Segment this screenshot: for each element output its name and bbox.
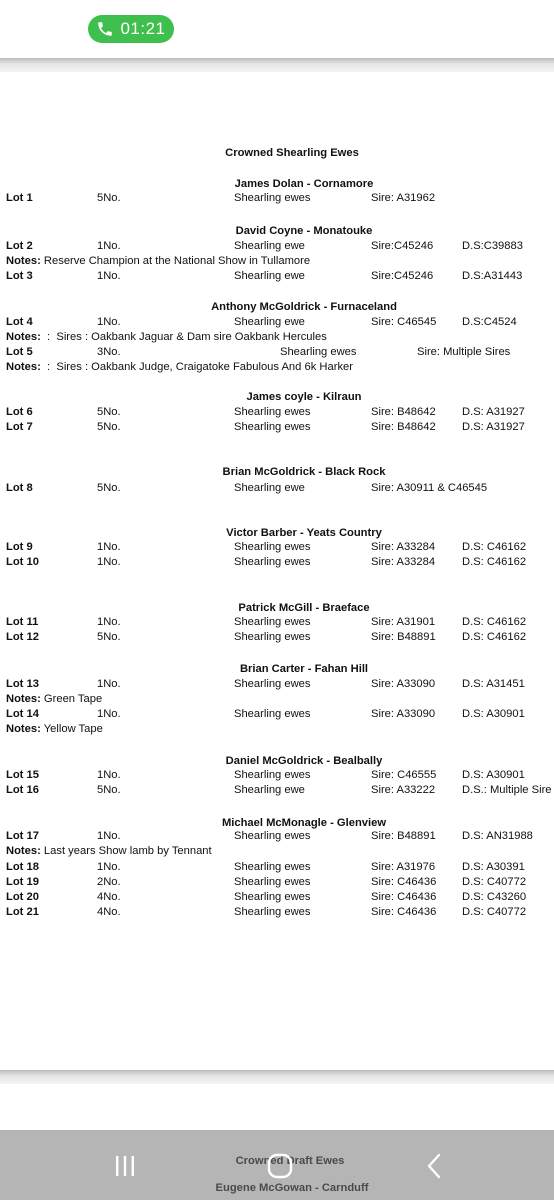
note-label: Notes:	[6, 255, 41, 267]
lot-sire: Sire: A33284	[371, 556, 436, 568]
lot-description: Shearling ewes	[234, 876, 311, 888]
lot-number: Lot 17	[6, 830, 39, 842]
lot-quantity: 4No.	[97, 891, 121, 903]
lot-sire: Sire: B48642	[371, 406, 436, 418]
lot-quantity: 1No.	[97, 616, 121, 628]
lot-quantity: 1No.	[97, 270, 121, 282]
note-text: Reserve Champion at the National Show in Tullamore	[43, 255, 311, 267]
lot-quantity: 1No.	[97, 316, 121, 328]
lot-number: Lot 20	[6, 891, 39, 903]
call-timer: 01:21	[120, 19, 166, 38]
note-label: Notes:	[6, 723, 41, 735]
lot-description: Shearling ewes	[234, 192, 311, 204]
lot-quantity: 1No.	[97, 240, 121, 252]
lot-description: Shearling ewes	[234, 421, 311, 433]
lot-dam-sire: D.S: C46162	[462, 541, 527, 553]
lot-quantity: 5No.	[97, 406, 121, 418]
lot-number: Lot 1	[6, 192, 33, 204]
lot-quantity: 1No.	[97, 541, 121, 553]
home-icon[interactable]	[258, 1144, 302, 1188]
lot-note	[6, 845, 212, 858]
lot-sire: Sire: A33222	[371, 784, 436, 796]
breeder-name: James Dolan - Cornamore	[234, 178, 374, 190]
lot-description: Shearling ewe	[234, 482, 305, 494]
lot-quantity: 5No.	[97, 482, 121, 494]
lot-quantity: 5No.	[97, 421, 121, 433]
lot-number: Lot 3	[6, 270, 33, 282]
lot-quantity: 1No.	[97, 556, 121, 568]
lot-note	[6, 361, 353, 374]
lot-description: Shearling ewe	[234, 240, 305, 252]
lot-sire: Sire: C46545	[371, 316, 437, 328]
note-label: Notes:	[6, 361, 41, 373]
breeder-name: Victor Barber - Yeats Country	[226, 527, 382, 539]
lot-quantity: 1No.	[97, 861, 121, 873]
lot-dam-sire: D.S:C39883	[462, 240, 523, 252]
note-text: : Sires : Oakbank Jaguar & Dam sire Oakbank Hercules	[43, 331, 327, 343]
lot-description: Shearling ewes	[234, 678, 311, 690]
lot-sire: Sire:C45246	[371, 270, 434, 282]
lot-dam-sire: D.S: AN31988	[462, 830, 533, 842]
lot-quantity: 5No.	[97, 192, 121, 204]
phone-icon	[96, 20, 114, 38]
page-separator-bottom	[0, 1070, 554, 1084]
lot-number: Lot 21	[6, 906, 39, 918]
lot-description: Shearling ewes	[234, 906, 311, 918]
lot-dam-sire: D.S: C46162	[462, 556, 527, 568]
lot-dam-sire: D.S: C40772	[462, 876, 527, 888]
lot-number: Lot 6	[6, 406, 33, 418]
lot-number: Lot 11	[6, 616, 39, 628]
lot-description: Shearling ewes	[234, 708, 311, 720]
lot-sire: Sire: C46555	[371, 769, 437, 781]
breeder-name: Michael McMonagle - Glenview	[221, 817, 387, 829]
lot-number: Lot 19	[6, 876, 39, 888]
lot-sire: Sire: A31976	[371, 861, 436, 873]
lot-sire: Sire: Multiple Sires	[417, 346, 511, 358]
lot-sire: Sire: A31901	[371, 616, 436, 628]
lot-dam-sire: D.S: A31927	[462, 406, 525, 418]
lot-description: Shearling ewe	[234, 316, 305, 328]
lot-number: Lot 14	[6, 708, 39, 720]
back-icon[interactable]	[413, 1144, 457, 1188]
lot-number: Lot 7	[6, 421, 33, 433]
breeder-name: Anthony McGoldrick - Furnaceland	[211, 301, 397, 313]
lot-number: Lot 10	[6, 556, 39, 568]
lot-dam-sire: D.S: A30391	[462, 861, 525, 873]
breeder-name: James coyle - Kilraun	[246, 391, 362, 403]
lot-description: Shearling ewe	[234, 270, 305, 282]
lot-quantity: 5No.	[97, 784, 121, 796]
breeder-name: Daniel McGoldrick - Bealbally	[225, 755, 383, 767]
lot-description: Shearling ewes	[234, 861, 311, 873]
lot-dam-sire: D.S.: Multiple Sire	[462, 784, 552, 796]
lot-sire: Sire: A33284	[371, 541, 436, 553]
lot-description: Shearling ewes	[234, 616, 311, 628]
lot-dam-sire: D.S: C46162	[462, 631, 527, 643]
note-text: Last years Show lamb by Tennant	[43, 845, 212, 857]
lot-quantity: 1No.	[97, 769, 121, 781]
breeder-name: Brian McGoldrick - Black Rock	[222, 466, 386, 478]
lot-dam-sire: D.S: A30901	[462, 708, 525, 720]
lot-description: Shearling ewes	[234, 541, 311, 553]
document-page	[0, 74, 554, 1070]
section-title: Crowned Shearling Ewes	[225, 147, 359, 159]
lot-dam-sire: D.S: A31927	[462, 421, 525, 433]
note-text: Yellow Tape	[43, 723, 103, 735]
lot-number: Lot 4	[6, 316, 33, 328]
lot-number: Lot 18	[6, 861, 39, 873]
lot-sire: Sire: A33090	[371, 708, 436, 720]
lot-note	[6, 693, 102, 706]
lot-sire: Sire:C45246	[371, 240, 434, 252]
breeder-name: Brian Carter - Fahan Hill	[239, 663, 369, 675]
lot-sire: Sire: A31962	[371, 192, 436, 204]
lot-sire: Sire: C46436	[371, 891, 437, 903]
lot-number: Lot 15	[6, 769, 39, 781]
lot-description: Shearling ewes	[234, 631, 311, 643]
lot-number: Lot 2	[6, 240, 33, 252]
lot-dam-sire: D.S: A30901	[462, 769, 525, 781]
lot-description: Shearling ewe	[234, 784, 305, 796]
lot-quantity: 1No.	[97, 830, 121, 842]
lot-number: Lot 16	[6, 784, 39, 796]
lot-description: Shearling ewes	[234, 830, 311, 842]
lot-dam-sire: D.S:C4524	[462, 316, 517, 328]
ongoing-call-chip[interactable]	[88, 15, 174, 43]
lot-number: Lot 13	[6, 678, 39, 690]
lot-sire: Sire: B48891	[371, 631, 436, 643]
status-bar	[0, 0, 554, 58]
lot-dam-sire: D.S: C46162	[462, 616, 527, 628]
navigation-bar	[0, 1130, 554, 1200]
lot-sire: Sire: A33090	[371, 678, 436, 690]
lot-description: Shearling ewes	[234, 556, 311, 568]
breeder-name: Patrick McGill - Braeface	[238, 602, 370, 614]
lot-quantity: 2No.	[97, 876, 121, 888]
recent-apps-icon[interactable]	[103, 1144, 147, 1188]
lot-sire: Sire: B48642	[371, 421, 436, 433]
lot-number: Lot 9	[6, 541, 33, 553]
note-text: : Sires : Oakbank Judge, Craigatoke Fabulous And 6k Harker	[43, 361, 353, 373]
lot-note	[6, 255, 310, 268]
lot-dam-sire: D.S: A31451	[462, 678, 525, 690]
breeder-name: David Coyne - Monatouke	[235, 225, 373, 237]
lot-description: Shearling ewes	[280, 346, 357, 358]
lot-quantity: 5No.	[97, 631, 121, 643]
lot-quantity: 1No.	[97, 708, 121, 720]
lot-sire: Sire: A30911 & C46545	[371, 482, 488, 494]
lot-dam-sire: D.S:A31443	[462, 270, 523, 282]
note-text: Green Tape	[43, 693, 103, 705]
lot-sire: Sire: C46436	[371, 906, 437, 918]
lot-quantity: 3No.	[97, 346, 121, 358]
lot-description: Shearling ewes	[234, 891, 311, 903]
lot-note	[6, 331, 327, 344]
lot-number: Lot 5	[6, 346, 33, 358]
lot-dam-sire: D.S: C43260	[462, 891, 527, 903]
lot-quantity: 4No.	[97, 906, 121, 918]
lot-note	[6, 723, 103, 736]
lot-number: Lot 8	[6, 482, 33, 494]
lot-sire: Sire: C46436	[371, 876, 437, 888]
lot-description: Shearling ewes	[234, 769, 311, 781]
lot-dam-sire: D.S: C40772	[462, 906, 527, 918]
note-label: Notes:	[6, 845, 41, 857]
note-label: Notes:	[6, 693, 41, 705]
lot-quantity: 1No.	[97, 678, 121, 690]
lot-number: Lot 12	[6, 631, 39, 643]
note-label: Notes:	[6, 331, 41, 343]
page-separator-top	[0, 58, 554, 72]
lot-description: Shearling ewes	[234, 406, 311, 418]
lot-sire: Sire: B48891	[371, 830, 436, 842]
